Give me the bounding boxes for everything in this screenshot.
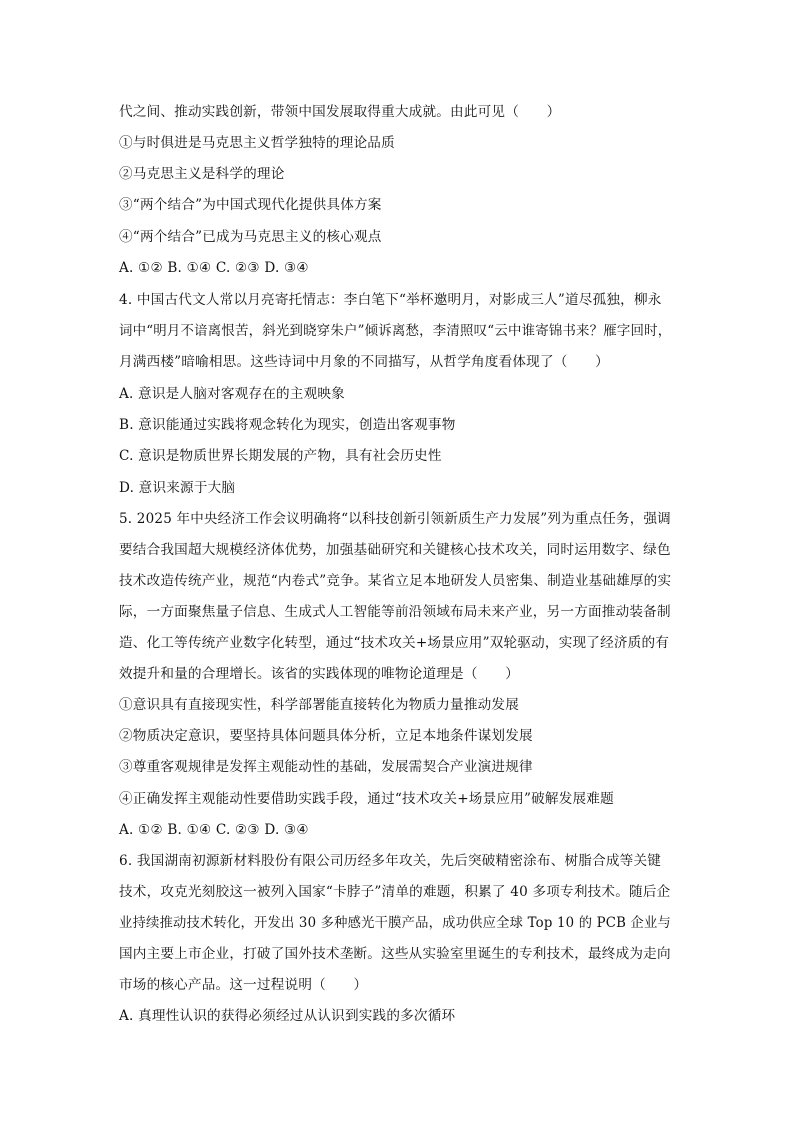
q4-option-a: A. 意识是人脑对客观存在的主观映象 [119, 386, 345, 402]
q5-options: A. ①② B. ①④ C. ②③ D. ③④ [119, 822, 309, 838]
q3-statement-3: ③“两个结合”为中国式现代化提供具体方案 [119, 197, 382, 213]
question-6-stem-line-1: 6. 我国湖南初源新材料股份有限公司历经多年攻关，先后突破精密涂布、树脂合成等关键 [119, 853, 662, 869]
q3-options: A. ①② B. ①④ C. ②③ D. ③④ [119, 260, 309, 276]
question-5-stem-line-3: 技术改造传统产业，规范“内卷式”竞争。某省立足本地研发人员密集、制造业基础雄厚的实 [119, 573, 672, 589]
question-6-stem-line-3: 业持续推动技术转化，开发出 30 多种感光干膜产品，成功供应全球 Top 10 的 PCB 企业与 [119, 915, 672, 931]
q5-statement-4: ④正确发挥主观能动性要借助实践手段，通过“技术攻关+场景应用”破解发展难题 [119, 791, 614, 807]
question-5-stem-line-2: 要结合我国超大规模经济体优势，加强基础研究和关键核心技术攻关，同时运用数字、绿色 [119, 542, 671, 558]
question-5-stem-line-6: 效提升和量的合理增长。该省的实践体现的唯物论道理是（ ） [119, 666, 520, 682]
q3-statement-4: ④“两个结合”已成为马克思主义的核心观点 [119, 229, 382, 245]
q5-statement-3: ③尊重客观规律是发挥主观能动性的基础，发展需契合产业演进规律 [119, 759, 533, 775]
q3-statement-1: ①与时俱进是马克思主义哲学独特的理论品质 [119, 135, 395, 151]
question-4-stem-line-1: 4. 中国古代文人常以月亮寄托情志：李白笔下“举杯邀明月，对影成三人”道尽孤独，柳永 [119, 292, 662, 308]
q3-statement-2: ②马克思主义是科学的理论 [119, 166, 285, 182]
question-5-stem-line-1: 5. 2025 年中央经济工作会议明确将“以科技创新引领新质生产力发展”列为重点任务，强调 [119, 511, 671, 527]
question-6-stem-line-4: 国内主要上市企业，打破了国外技术垄断。这些从实验室里诞生的专利技术，最终成为走向 [119, 946, 671, 962]
question-6-stem-line-2: 技术，攻克光刻胶这一被列入国家“卡脖子”清单的难题，积累了 40 多项专利技术。随后企 [119, 884, 671, 900]
question-5-stem-line-5: 造、化工等传统产业数字化转型，通过“技术攻关+场景应用”双轮驱动，实现了经济质的有 [119, 635, 670, 651]
q4-option-b: B. 意识能通过实践将观念转化为现实，创造出客观事物 [119, 417, 456, 433]
question-5-stem-line-4: 际，一方面聚焦量子信息、生成式人工智能等前沿领域布局未来产业，另一方面推动装备制 [119, 604, 671, 620]
question-6-stem-line-5: 市场的核心产品。这一过程说明（ ） [119, 977, 368, 993]
q5-statement-1: ①意识具有直接现实性，科学部署能直接转化为物质力量推动发展 [119, 697, 520, 713]
q4-option-d: D. 意识来源于大脑 [119, 480, 236, 496]
q6-option-a: A. 真理性认识的获得必须经过从认识到实践的多次循环 [119, 1008, 456, 1024]
question-4-stem-line-2: 词中“明月不谙离恨苦，斜光到晓穿朱户”倾诉离愁，李清照叹“云中谁寄锦书来？雁字回时， [119, 323, 672, 339]
q4-option-c: C. 意识是物质世界长期发展的产物，具有社会历史性 [119, 448, 442, 464]
question-4-stem-line-3: 月满西楼”暗喻相思。这些诗词中月象的不同描写，从哲学角度看体现了（ ） [119, 354, 609, 370]
question-3-stem-end: 代之间、推动实践创新，带领中国发展取得重大成就。由此可见（ ） [119, 104, 561, 120]
q5-statement-2: ②物质决定意识，要坚持具体问题具体分析，立足本地条件谋划发展 [119, 728, 533, 744]
